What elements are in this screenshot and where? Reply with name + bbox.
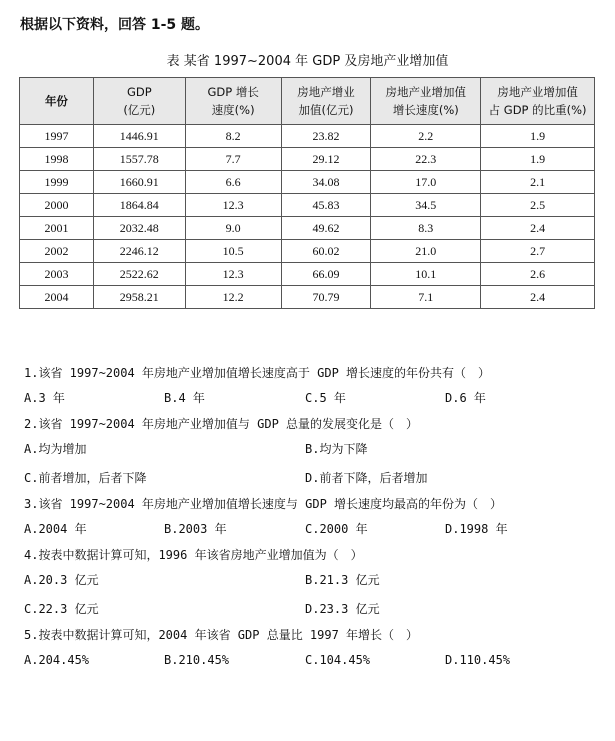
header-line: 速度(%): [211, 103, 255, 117]
cell-realestate-value: 66.09: [281, 263, 371, 286]
option-c[interactable]: C.5 年: [305, 391, 346, 405]
header-line: 加值(亿元): [298, 103, 354, 117]
table-caption: 表 某省 1997~2004 年 GDP 及房地产业增加值: [166, 54, 449, 69]
cell-year: 2004: [20, 286, 94, 309]
cell-year: 2003: [20, 263, 94, 286]
option-b[interactable]: B.210.45%: [164, 653, 230, 667]
header-realestate-growth: [371, 78, 481, 125]
header-realestate-value: [281, 78, 371, 125]
cell-realestate-growth: 17.0: [371, 171, 481, 194]
cell-gdp-growth: 9.0: [185, 217, 281, 240]
option-row: [24, 464, 604, 493]
cell-gdp: 2522.62: [93, 263, 185, 286]
option-row: [24, 515, 604, 544]
header-gdp-growth: [185, 78, 281, 125]
question-5: [24, 624, 604, 675]
data-table: [19, 77, 595, 309]
cell-gdp: 2246.12: [93, 240, 185, 263]
header-line: (亿元): [123, 103, 156, 117]
cell-realestate-share: 2.5: [481, 194, 595, 217]
option-row: [24, 566, 604, 595]
cell-realestate-value: 49.62: [281, 217, 371, 240]
option-a[interactable]: A.204.45%: [24, 653, 90, 667]
option-d[interactable]: D.110.45%: [445, 653, 511, 667]
cell-gdp: 2958.21: [93, 286, 185, 309]
cell-gdp-growth: 12.2: [185, 286, 281, 309]
cell-realestate-share: 2.1: [481, 171, 595, 194]
header-line: 房地产增业: [297, 85, 355, 99]
question-stem: 4.按表中数据计算可知，1996 年该省房地产业增加值为（ ）: [24, 548, 363, 562]
table-row: [20, 217, 595, 240]
cell-gdp-growth: 10.5: [185, 240, 281, 263]
option-a[interactable]: A.20.3 亿元: [24, 573, 99, 587]
cell-realestate-value: 45.83: [281, 194, 371, 217]
table-row: [20, 148, 595, 171]
cell-year: 1999: [20, 171, 94, 194]
option-b[interactable]: B.2003 年: [164, 522, 227, 536]
cell-gdp: 1660.91: [93, 171, 185, 194]
table-row: [20, 194, 595, 217]
header-line: GDP: [126, 85, 152, 99]
cell-realestate-share: 1.9: [481, 148, 595, 171]
option-row: [24, 646, 604, 675]
option-row: [24, 595, 604, 624]
option-d[interactable]: D.1998 年: [445, 522, 508, 536]
cell-realestate-value: 23.82: [281, 125, 371, 148]
cell-gdp-growth: 8.2: [185, 125, 281, 148]
cell-gdp: 1864.84: [93, 194, 185, 217]
cell-realestate-value: 29.12: [281, 148, 371, 171]
question-stem: 3.该省 1997~2004 年房地产业增加值增长速度与 GDP 增长速度均最高的年份为（ ）: [24, 497, 503, 511]
question-1: [24, 362, 604, 413]
header-line: 占 GDP 的比重(%): [488, 103, 587, 117]
cell-year: 2001: [20, 217, 94, 240]
cell-realestate-share: 2.4: [481, 217, 595, 240]
cell-gdp-growth: 6.6: [185, 171, 281, 194]
header-line: 增长速度(%): [392, 103, 459, 117]
header-gdp: [93, 78, 185, 125]
cell-gdp-growth: 12.3: [185, 263, 281, 286]
question-stem: 2.该省 1997~2004 年房地产业增加值与 GDP 总量的发展变化是（ ）: [24, 417, 419, 431]
table-row: [20, 240, 595, 263]
question-list: [24, 362, 604, 675]
cell-realestate-growth: 7.1: [371, 286, 481, 309]
cell-realestate-growth: 22.3: [371, 148, 481, 171]
cell-realestate-growth: 10.1: [371, 263, 481, 286]
header-realestate-share: [481, 78, 595, 125]
cell-realestate-growth: 21.0: [371, 240, 481, 263]
question-2: [24, 413, 604, 493]
option-row: [24, 384, 604, 413]
cell-realestate-growth: 8.3: [371, 217, 481, 240]
cell-realestate-value: 34.08: [281, 171, 371, 194]
cell-year: 1997: [20, 125, 94, 148]
option-a[interactable]: A.均为增加: [24, 442, 87, 456]
table-row: [20, 263, 595, 286]
cell-year: 2000: [20, 194, 94, 217]
table-header-row: [20, 78, 595, 125]
cell-realestate-growth: 2.2: [371, 125, 481, 148]
option-b[interactable]: B.21.3 亿元: [305, 573, 380, 587]
table-row: [20, 125, 595, 148]
cell-realestate-share: 1.9: [481, 125, 595, 148]
cell-gdp: 1446.91: [93, 125, 185, 148]
table-row: [20, 286, 595, 309]
option-row: [24, 435, 604, 464]
cell-gdp: 2032.48: [93, 217, 185, 240]
cell-year: 1998: [20, 148, 94, 171]
cell-realestate-value: 60.02: [281, 240, 371, 263]
option-d[interactable]: D.23.3 亿元: [305, 602, 380, 616]
header-year: [20, 78, 94, 125]
cell-year: 2002: [20, 240, 94, 263]
cell-realestate-growth: 34.5: [371, 194, 481, 217]
header-line: 年份: [44, 94, 68, 108]
header-line: GDP 增长: [207, 85, 259, 99]
option-d[interactable]: D.6 年: [445, 391, 486, 405]
option-d[interactable]: D.前者下降，后者增加: [305, 471, 428, 485]
cell-realestate-value: 70.79: [281, 286, 371, 309]
option-c[interactable]: C.104.45%: [305, 653, 371, 667]
instructions: 根据以下资料，回答 1-5 题。: [20, 17, 210, 33]
option-a[interactable]: A.3 年: [24, 391, 65, 405]
header-line: 房地产业增加值: [497, 85, 578, 99]
cell-realestate-share: 2.6: [481, 263, 595, 286]
question-stem: 5.按表中数据计算可知，2004 年该省 GDP 总量比 1997 年增长（ ）: [24, 628, 419, 642]
question-4: [24, 544, 604, 624]
option-c[interactable]: C.22.3 亿元: [24, 602, 99, 616]
option-c[interactable]: C.2000 年: [305, 522, 368, 536]
option-b[interactable]: B.均为下降: [305, 442, 368, 456]
cell-gdp: 1557.78: [93, 148, 185, 171]
question-stem: 1.该省 1997~2004 年房地产业增加值增长速度高于 GDP 增长速度的年份共有（ ）: [24, 366, 491, 380]
cell-gdp-growth: 7.7: [185, 148, 281, 171]
question-3: [24, 493, 604, 544]
option-c[interactable]: C.前者增加，后者下降: [24, 471, 147, 485]
cell-realestate-share: 2.7: [481, 240, 595, 263]
table-row: [20, 171, 595, 194]
option-b[interactable]: B.4 年: [164, 391, 205, 405]
cell-gdp-growth: 12.3: [185, 194, 281, 217]
option-a[interactable]: A.2004 年: [24, 522, 87, 536]
cell-realestate-share: 2.4: [481, 286, 595, 309]
header-line: 房地产业增加值: [385, 85, 467, 99]
